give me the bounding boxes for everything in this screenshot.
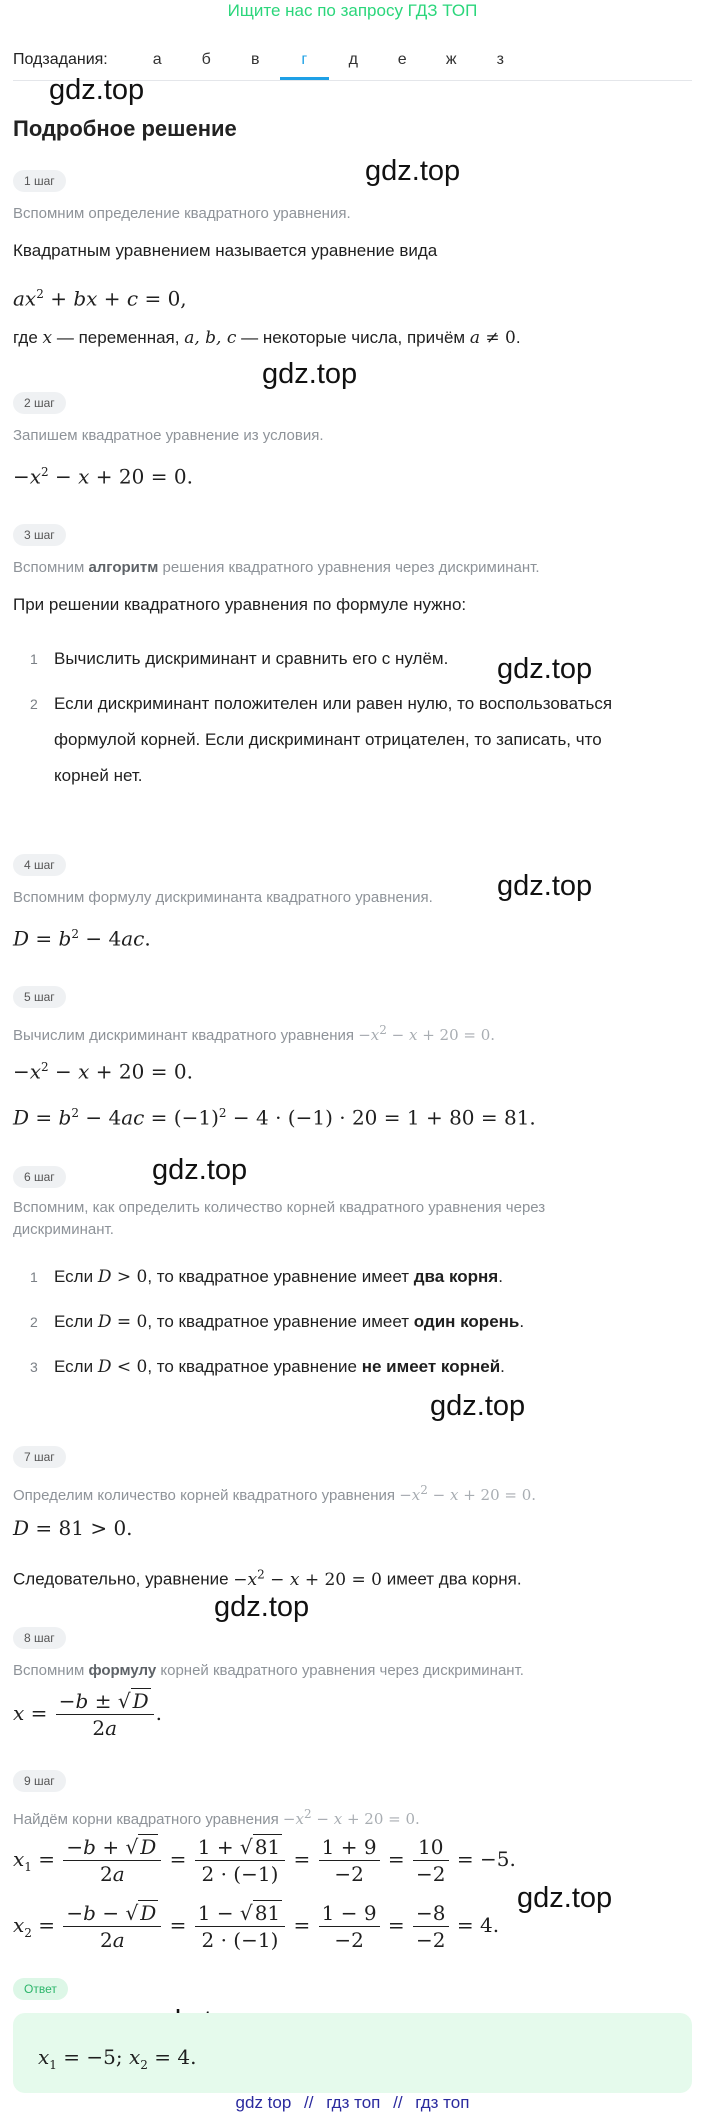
footer-link[interactable]: гдз топ [326,2093,381,2112]
step-hint: Вспомним определение квадратного уравнения. [13,205,351,222]
watermark: gdz.top [262,358,358,390]
list-item: 3 Если D < 0, то квадратное уравнение не имеет корней. [30,1357,505,1377]
watermark: gdz.top [152,1154,248,1186]
step-hint: Вспомним, как определить количество корней квадратного уравнения через [13,1199,546,1216]
list-item-continued: корней нет. [54,766,143,785]
discriminant-formula: $D = b^2 - 4ac$. [13,926,151,951]
step-hint: Вспомним формулу дискриминанта квадратного уравнения. [13,889,433,906]
root-x1-calc: $x_1$ = $\frac{-b + √ D}{2a}$ = $\frac{1 + √ 81}{2 \cdot (-1)}$ = $\frac{1 + 9}{-2}$ = $\frac{10}{-2}$ = −5. [13,1835,516,1886]
solution-title: Подробное решение [13,116,237,141]
step-text: При решении квадратного уравнения по формуле нужно: [13,595,467,614]
list-item: 1 Вычислить дискриминант и сравнить его с нулём. [30,649,449,668]
step-hint: Определим количество корней квадратного уравнения $-x^2 - x + 20 = 0$. [13,1483,537,1504]
watermark: gdz.top [497,870,593,902]
step-hint: Вспомним алгоритм решения квадратного уравнения через дискриминант. [13,559,540,576]
step-badge: 2 шаг [13,392,66,414]
step-hint: дискриминант. [13,1221,114,1238]
tab-g[interactable]: г [280,48,329,80]
promo-banner: Ищите нас по запросу ГДЗ ТОП [227,1,478,20]
tab-v[interactable]: в [250,51,260,68]
step-text: где x — переменная, a, b, c — некоторые числа, причём a ≠ 0. [13,328,521,348]
watermark: gdz.top [430,1390,526,1422]
answer-value: $x_1 = -5$; $x_2 = 4$. [38,2045,197,2072]
footer-link[interactable]: gdz top [235,2093,292,2112]
tab-z[interactable]: з [496,51,504,68]
tab-a[interactable]: а [152,51,162,68]
step-text: Квадратным уравнением называется уравнение вида [13,241,438,260]
list-item: 2 Если D = 0, то квадратное уравнение имеет один корень. [30,1312,525,1332]
discriminant-value: D = 81 > 0. [13,1516,133,1540]
watermark: gdz.top [49,74,145,106]
tab-d[interactable]: д [348,51,358,68]
step-badge: 5 шаг [13,986,66,1008]
step-badge: 3 шаг [13,524,66,546]
quadratic-general-form: $ax^2$ + bx + c = 0, [13,286,187,311]
answer-badge: Ответ [13,1978,68,2000]
step-badge: 9 шаг [13,1770,66,1792]
root-x2-calc: $x_2$ = $\frac{-b - √ D}{2a}$ = $\frac{1 - √ 81}{2 \cdot (-1)}$ = $\frac{1 - 9}{-2}$ = $\frac{-8}{-2}$ = 4. [13,1901,500,1952]
step-hint: Запишем квадратное уравнение из условия. [13,427,324,444]
tab-zh[interactable]: ж [445,51,457,68]
equation: $-x^2 - x + 20 = 0$. [13,1059,193,1084]
step-hint: Вспомним формулу корней квадратного уравнения через дискриминант. [13,1662,524,1679]
watermark: gdz.top [497,653,593,685]
footer-links [0,2092,705,2114]
watermark: gdz.top [365,155,461,187]
list-item-continued: формулой корней. Если дискриминант отрицателен, то записать, что [54,730,602,749]
step-hint: Вычислим дискриминант квадратного уравнения $-x^2 - x + 20 = 0$. [13,1023,496,1044]
list-item: 1 Если D > 0, то квадратное уравнение имеет два корня. [30,1267,503,1287]
watermark: gdz.top [214,1591,310,1623]
roots-formula: x = $\frac{-b \pm √ D}{2a}$ . [13,1689,162,1740]
watermark: gdz.top [517,1882,613,1914]
step-badge: 7 шаг [13,1446,66,1468]
step-badge: 6 шаг [13,1166,66,1188]
footer-separator: // [304,2093,314,2112]
step-badge: 8 шаг [13,1627,66,1649]
step-badge: 4 шаг [13,854,66,876]
list-item: 2 Если дискриминант положителен или равен нулю, то воспользоваться [30,694,613,713]
step-hint: Найдём корни квадратного уравнения $-x^2 - x + 20 = 0$. [13,1807,420,1828]
tab-e[interactable]: е [397,51,407,68]
equation: $-x^2 - x + 20 = 0$. [13,464,193,489]
step-badge: 1 шаг [13,170,66,192]
footer-separator: // [393,2093,403,2112]
footer-link[interactable]: гдз топ [415,2093,470,2112]
discriminant-calc: $D = b^2 - 4ac = (-1)^2 - 4 \cdot (-1) \cdot 20 = 1 + 80 = 81$. [13,1105,536,1130]
subtasks-label: Подзадания: [13,51,108,68]
step-text: Следовательно, уравнение $-x^2 - x + 20 = 0$ имеет два корня. [13,1567,522,1590]
tab-b[interactable]: б [201,51,211,68]
